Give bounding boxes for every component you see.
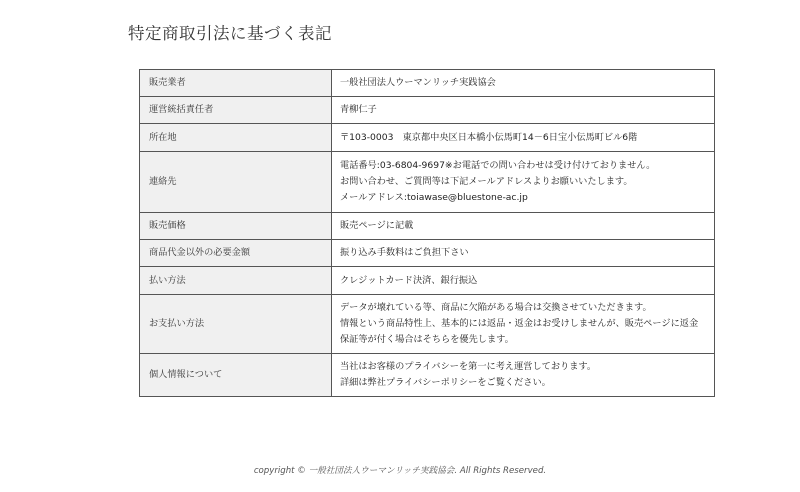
value-line: 当社はお客様のプライバシーを第一に考え運営しております。	[340, 361, 597, 372]
value-line: 保証等が付く場合はそちらを優先します。	[340, 334, 514, 345]
row-value-privacy	[332, 354, 715, 397]
table-row	[140, 97, 715, 124]
row-value-extra-fees	[332, 240, 715, 267]
value-line: 青柳仁子	[340, 104, 377, 115]
value-line: 販売ページに記載	[340, 220, 414, 231]
row-value-seller	[332, 70, 715, 97]
row-label-manager: 運営統括責任者	[140, 97, 332, 124]
row-value-price	[332, 213, 715, 240]
value-line: メールアドレス:toiawase@bluestone-ac.jp	[340, 192, 528, 203]
value-line: 詳細は弊社プライバシーポリシーをご覧ください。	[340, 377, 551, 388]
table-row	[140, 124, 715, 152]
row-label-seller: 販売業者	[140, 70, 332, 97]
value-line: 情報という商品特性上、基本的には返品・返金はお受けしませんが、販売ページに返金	[340, 318, 699, 329]
row-value-manager	[332, 97, 715, 124]
commerce-law-table	[139, 69, 715, 397]
page-title: 特定商取引法に基づく表記	[128, 24, 332, 43]
value-line: お問い合わせ、ご質問等は下記メールアドレスよりお願いいたします。	[340, 176, 633, 187]
value-line: 振り込み手数料はご負担下さい	[340, 247, 469, 258]
row-value-returns	[332, 295, 715, 354]
row-label-contact: 連絡先	[140, 152, 332, 213]
value-line: 電話番号:03-6804-9697※お電話での問い合わせは受け付けておりません。	[340, 160, 656, 171]
row-label-price: 販売価格	[140, 213, 332, 240]
row-value-contact	[332, 152, 715, 213]
table-row	[140, 70, 715, 97]
row-value-address	[332, 124, 715, 152]
value-line: 一般社団法人ウーマンリッチ実践協会	[340, 77, 496, 88]
value-line: 〒103-0003 東京都中央区日本橋小伝馬町14－6日宝小伝馬町ビル6階	[340, 131, 638, 143]
row-value-payment-method	[332, 267, 715, 295]
copyright-footer: copyright © 一般社団法人ウーマンリッチ実践協会. All Rights Reserved.	[253, 466, 547, 476]
row-label-address: 所在地	[140, 124, 332, 152]
table-row	[140, 295, 715, 354]
table-row	[140, 152, 715, 213]
value-line: クレジットカード決済、銀行振込	[340, 274, 478, 286]
row-label-extra-fees: 商品代金以外の必要金額	[140, 240, 332, 267]
row-label-privacy: 個人情報について	[140, 354, 332, 397]
table-row	[140, 354, 715, 397]
table-row	[140, 267, 715, 295]
table-row	[140, 213, 715, 240]
table-row	[140, 240, 715, 267]
row-label-returns: お支払い方法	[140, 295, 332, 354]
value-line: データが壊れている等、商品に欠陥がある場合は交換させていただきます。	[340, 302, 652, 313]
row-label-payment-method: 払い方法	[140, 267, 332, 295]
